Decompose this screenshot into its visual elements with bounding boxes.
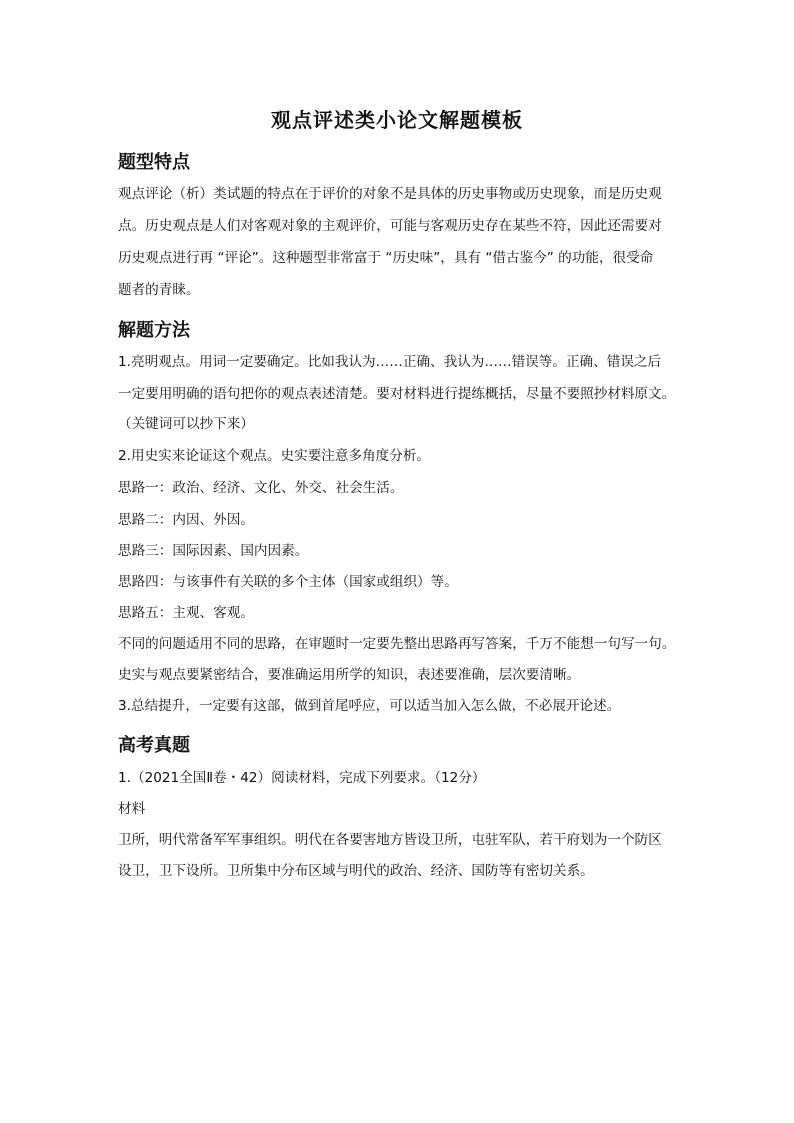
paragraph-line: 点。历史观点是人们对客观对象的主观评价，可能与客观历史存在某些不符，因此还需要对 xyxy=(118,218,662,234)
paragraph-line: （关键词可以抄下来） xyxy=(118,416,254,432)
paragraph-line: 思路一：政治、经济、文化、外交、社会生活。 xyxy=(118,480,404,496)
section-heading-method: 解题方法 xyxy=(118,320,190,341)
paragraph-line: 观点评论（析）类试题的特点在于评价的对象不是具体的历史事物或历史现象，而是历史观 xyxy=(118,186,662,202)
paragraph-line: 史实与观点要紧密结合，要准确运用所学的知识，表述要准确，层次要清晰。 xyxy=(118,667,581,683)
paragraph-line: 历史观点进行再 “评论”。这种题型非常富于 “历史味”，具有 “借古鉴今” 的功能，很受命 xyxy=(118,250,654,266)
paragraph-line: 思路五：主观、客观。 xyxy=(118,605,254,621)
paragraph-line: 思路四：与该事件有关联的多个主体（国家或组织）等。 xyxy=(118,574,458,590)
paragraph-line: 卫所，明代常备军军事组织。明代在各要害地方皆设卫所，屯驻军队，若干府划为一个防区 xyxy=(118,832,662,848)
paragraph-line: 思路三：国际因素、国内因素。 xyxy=(118,543,309,559)
question-line: 1.（2021全国Ⅱ卷・42）阅读材料，完成下列要求。（12分） xyxy=(118,770,486,786)
paragraph-line: 设卫，卫下设所。卫所集中分布区域与明代的政治、经济、国防等有密切关系。 xyxy=(118,863,594,879)
section-heading-exam: 高考真题 xyxy=(118,735,190,756)
section-heading-features: 题型特点 xyxy=(118,152,190,173)
paragraph-line: 一定要用明确的语句把你的观点表述清楚。要对材料进行提练概括，尽量不要照抄材料原文。 xyxy=(118,386,676,402)
paragraph-line: 不同的问题适用不同的思路，在审题时一定要先整出思路再写答案，千万不能想一句写一句。 xyxy=(118,636,676,652)
material-label: 材料 xyxy=(118,801,146,817)
paragraph-line: 思路二：内因、外因。 xyxy=(118,512,254,528)
paragraph-line: 题者的青睐。 xyxy=(118,282,200,298)
page-title: 观点评述类小论文解题模板 xyxy=(271,108,523,132)
paragraph-line: 3.总结提升，一定要有这部，做到首尾呼应，可以适当加入怎么做，不必展开论述。 xyxy=(118,698,621,714)
paragraph-line: 1.亮明观点。用词一定要确定。比如我认为……正确、我认为……错误等。正确、错误之后 xyxy=(118,354,662,370)
paragraph-line: 2.用史实来论证这个观点。史实要注意多角度分析。 xyxy=(118,448,431,464)
